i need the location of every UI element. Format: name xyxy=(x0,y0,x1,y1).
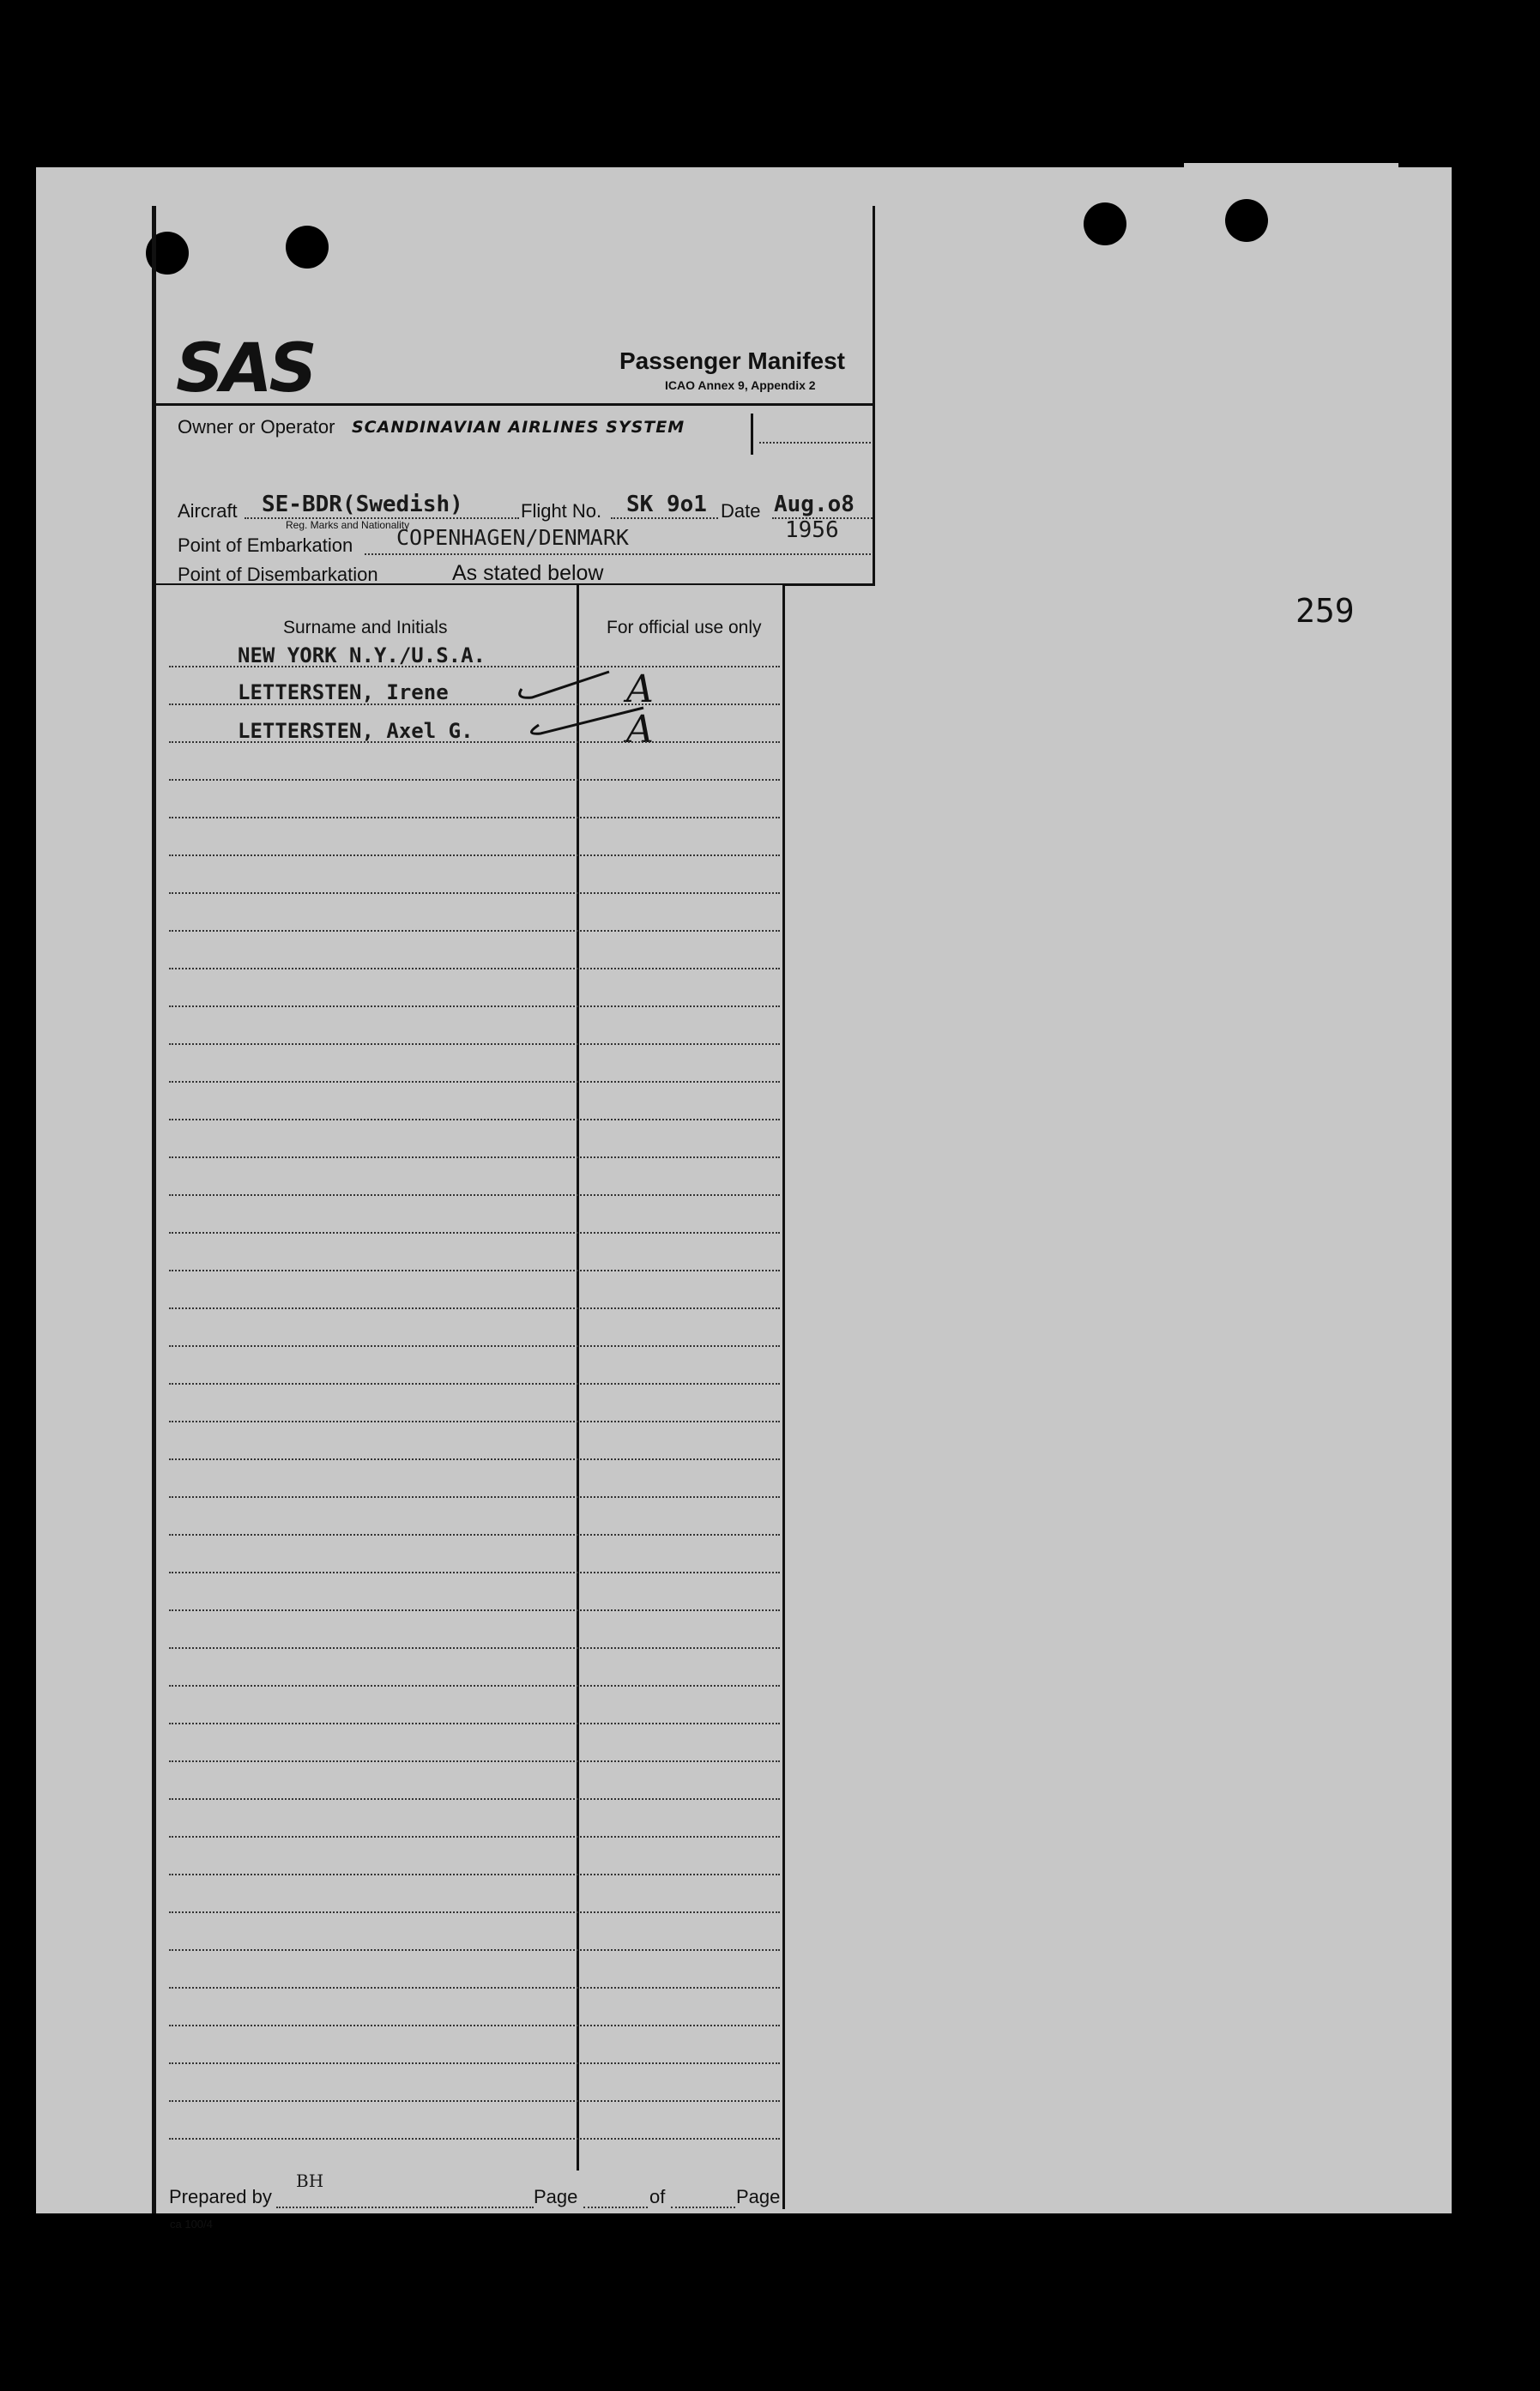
ruled-line xyxy=(169,930,780,932)
form-right-border-top xyxy=(873,206,875,583)
owner-value: SCANDINAVIAN AIRLINES SYSTEM xyxy=(352,418,685,437)
ruled-line xyxy=(169,1798,780,1800)
embarkation-line xyxy=(365,553,871,555)
document-title: Passenger Manifest xyxy=(619,347,845,374)
embarkation-value: COPENHAGEN/DENMARK xyxy=(396,525,629,550)
ruled-line xyxy=(169,1572,780,1573)
ruled-line xyxy=(169,741,780,743)
ruled-line xyxy=(169,1760,780,1762)
ruled-line xyxy=(169,1949,780,1951)
form-right-border-bottom xyxy=(782,583,785,2209)
ruled-line xyxy=(169,1005,780,1007)
ruled-line xyxy=(169,1081,780,1083)
ruled-line xyxy=(169,1647,780,1649)
ruled-line xyxy=(169,1685,780,1687)
document-subtitle: ICAO Annex 9, Appendix 2 xyxy=(665,378,816,392)
ruled-line xyxy=(169,2025,780,2026)
owner-label: Owner or Operator xyxy=(178,416,335,438)
column-divider xyxy=(577,583,579,2171)
official-mark: A xyxy=(626,667,654,711)
official-column-header: For official use only xyxy=(607,618,762,637)
year-value: 1956 xyxy=(785,517,839,543)
ruled-line xyxy=(169,1609,780,1611)
prepared-value: BH xyxy=(296,2171,324,2191)
ruled-line xyxy=(169,1383,780,1385)
prepared-line xyxy=(276,2207,534,2208)
ruled-line xyxy=(169,1458,780,1460)
page-label-2: Page xyxy=(736,2186,781,2207)
ruled-line xyxy=(169,1421,780,1422)
ruled-line xyxy=(169,2138,780,2140)
ruled-line xyxy=(169,1156,780,1158)
prepared-label: Prepared by xyxy=(169,2186,272,2207)
ruled-line xyxy=(169,1874,780,1875)
manifest-sheet xyxy=(36,167,1452,2213)
of-label: of xyxy=(649,2186,666,2207)
ruled-line xyxy=(169,1534,780,1536)
page-label: Page xyxy=(534,2186,578,2207)
ruled-line xyxy=(169,1911,780,1913)
page-line xyxy=(583,2207,648,2208)
ruled-line xyxy=(169,2100,780,2102)
ruled-line xyxy=(169,1307,780,1309)
ruled-line xyxy=(169,1836,780,1838)
flight-label: Flight No. xyxy=(521,500,602,522)
flight-line xyxy=(611,517,718,519)
form-code: ca 100/4 xyxy=(170,2218,213,2231)
sas-logo: SAS xyxy=(176,330,314,408)
official-mark: A xyxy=(626,708,654,752)
date-label: Date xyxy=(721,500,761,522)
disembarkation-value: As stated below xyxy=(452,561,604,585)
punch-hole xyxy=(286,226,329,269)
ruled-line xyxy=(169,1987,780,1989)
ruled-line xyxy=(169,817,780,818)
ruled-line xyxy=(169,968,780,969)
ruled-line xyxy=(169,1194,780,1196)
owner-divider xyxy=(751,414,753,455)
form-left-border xyxy=(152,206,156,2213)
ruled-line xyxy=(169,1345,780,1347)
of-line xyxy=(671,2207,735,2208)
ruled-line xyxy=(169,703,780,705)
owner-extra-line xyxy=(759,442,871,444)
ruled-line xyxy=(169,1723,780,1724)
passenger-name: LETTERSTEN, Axel G. xyxy=(238,719,474,743)
date-value: Aug.o8 xyxy=(774,492,855,517)
aircraft-value: SE-BDR(Swedish) xyxy=(262,492,463,517)
form-step-line xyxy=(782,583,875,586)
passenger-name: LETTERSTEN, Irene xyxy=(238,680,449,704)
page-number: 259 xyxy=(1295,592,1355,630)
ruled-line xyxy=(169,854,780,856)
punch-hole xyxy=(1225,199,1268,242)
ruled-line xyxy=(169,1119,780,1120)
destination-row: NEW YORK N.Y./U.S.A. xyxy=(238,643,486,667)
aircraft-note: Reg. Marks and Nationality xyxy=(286,519,410,531)
names-column-header: Surname and Initials xyxy=(283,618,448,637)
ruled-line xyxy=(169,1043,780,1045)
aircraft-label: Aircraft xyxy=(178,500,238,522)
ruled-line xyxy=(169,1232,780,1234)
ruled-line xyxy=(169,1270,780,1271)
ruled-line xyxy=(169,779,780,781)
flight-value: SK 9o1 xyxy=(626,492,707,517)
punch-hole xyxy=(1084,202,1126,245)
sheet-edge xyxy=(1184,163,1398,189)
disembarkation-label: Point of Disembarkation xyxy=(178,564,378,585)
embarkation-label: Point of Embarkation xyxy=(178,534,353,556)
ruled-line xyxy=(169,1496,780,1498)
ruled-line xyxy=(169,2062,780,2064)
ruled-line xyxy=(169,666,780,667)
ruled-line xyxy=(169,892,780,894)
